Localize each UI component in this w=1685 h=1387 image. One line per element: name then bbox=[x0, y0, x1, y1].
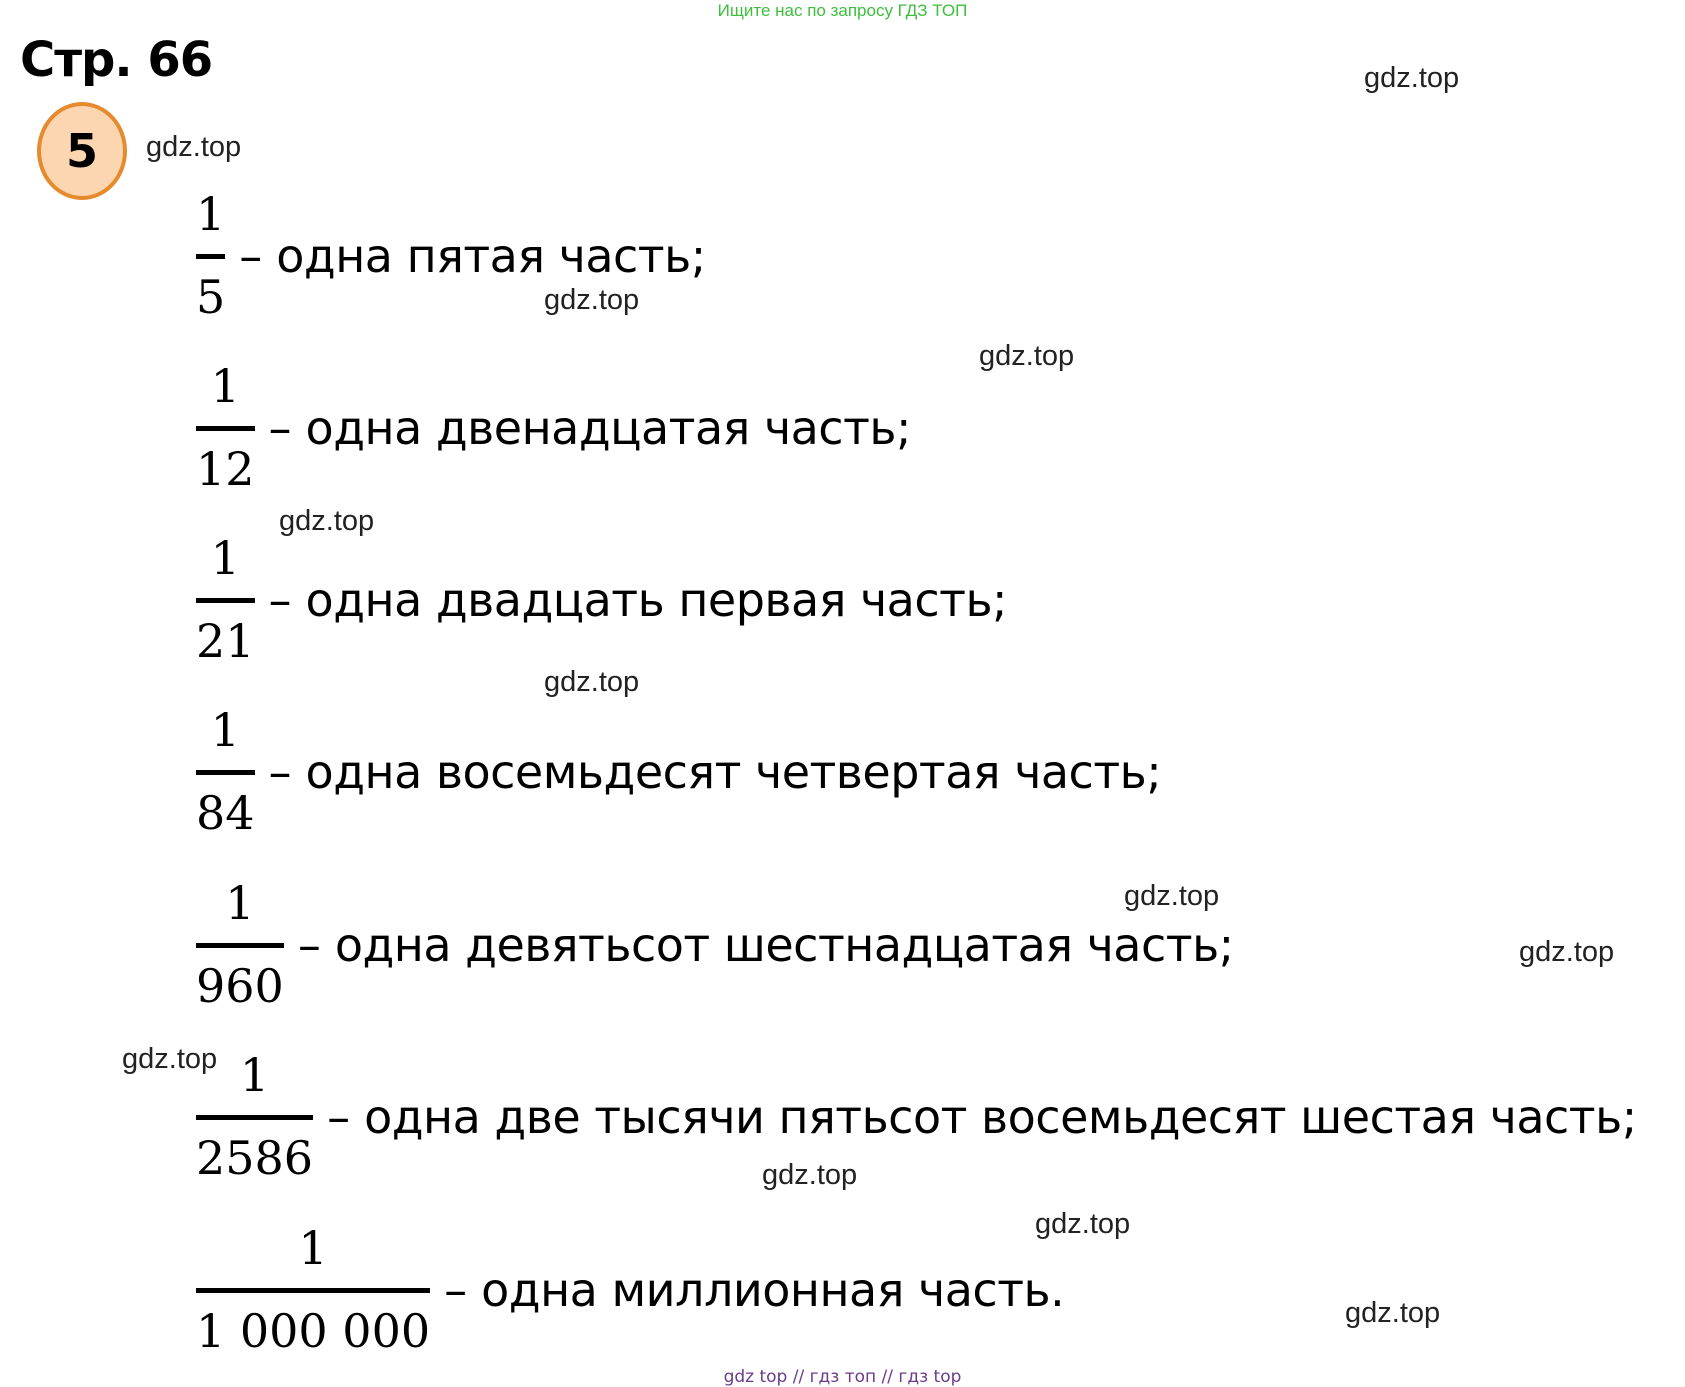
task-number: 5 bbox=[65, 124, 98, 178]
fraction-numerator: 1 bbox=[225, 876, 255, 930]
fraction bbox=[196, 530, 255, 669]
fraction-description: одна девятьсот шестнадцатая часть; bbox=[334, 917, 1234, 972]
fraction-denominator: 12 bbox=[196, 442, 255, 496]
fraction-numerator: 1 bbox=[210, 531, 240, 585]
dash: – bbox=[239, 228, 263, 283]
fraction-denominator: 5 bbox=[196, 270, 226, 324]
watermark: gdz.top bbox=[1345, 1297, 1441, 1329]
footer-links: gdz top // гдз топ // гдз top bbox=[723, 1367, 962, 1387]
fraction bbox=[196, 1220, 430, 1359]
search-banner: Ищите нас по запросу ГДЗ ТОП bbox=[717, 1, 968, 20]
fraction-row bbox=[196, 1047, 1637, 1186]
dash: – bbox=[327, 1089, 351, 1144]
fraction bbox=[196, 186, 225, 325]
fraction-denominator: 1 000 000 bbox=[196, 1304, 431, 1358]
dash: – bbox=[444, 1262, 468, 1317]
fraction-description: одна две тысячи пятьсот восемьдесят шестая часть; bbox=[364, 1089, 1637, 1144]
fraction-description: одна двадцать первая часть; bbox=[305, 572, 1008, 627]
fraction bbox=[196, 875, 284, 1014]
fraction-denominator: 84 bbox=[196, 786, 255, 840]
dash: – bbox=[268, 572, 292, 627]
fraction-description: одна пятая часть; bbox=[276, 228, 706, 283]
fraction bbox=[196, 702, 255, 841]
fraction-row bbox=[196, 1220, 1064, 1359]
fraction bbox=[196, 1047, 313, 1186]
task-number-badge bbox=[37, 102, 127, 200]
page-title: Стр. 66 bbox=[20, 32, 213, 88]
fraction-row bbox=[196, 186, 706, 325]
fraction-numerator: 1 bbox=[210, 359, 240, 413]
fraction-numerator: 1 bbox=[239, 1048, 270, 1102]
watermark: gdz.top bbox=[122, 1043, 218, 1075]
dash: – bbox=[268, 400, 292, 455]
fraction-description: одна двенадцатая часть; bbox=[305, 400, 912, 455]
watermark: gdz.top bbox=[544, 666, 640, 698]
watermark: gdz.top bbox=[762, 1159, 858, 1191]
watermark: gdz.top bbox=[146, 131, 242, 163]
watermark: gdz.top bbox=[1124, 880, 1220, 912]
fraction-numerator: 1 bbox=[210, 703, 240, 757]
fraction-row bbox=[196, 530, 1007, 669]
dash: – bbox=[268, 744, 292, 799]
fraction-denominator: 21 bbox=[196, 614, 255, 668]
fraction-description: одна миллионная часть. bbox=[481, 1262, 1065, 1317]
fraction-denominator: 2586 bbox=[196, 1131, 314, 1185]
watermark: gdz.top bbox=[1364, 62, 1460, 94]
fraction-row bbox=[196, 358, 911, 497]
watermark: gdz.top bbox=[1519, 936, 1615, 968]
fraction-numerator: 1 bbox=[196, 187, 226, 241]
dash: – bbox=[297, 917, 321, 972]
fraction-description: одна восемьдесят четвертая часть; bbox=[305, 744, 1162, 799]
watermark: gdz.top bbox=[1035, 1208, 1131, 1240]
fraction-numerator: 1 bbox=[298, 1221, 328, 1275]
watermark: gdz.top bbox=[979, 340, 1075, 372]
watermark: gdz.top bbox=[279, 505, 375, 537]
fraction-denominator: 960 bbox=[196, 959, 284, 1013]
fraction-row bbox=[196, 875, 1234, 1014]
watermark: gdz.top bbox=[544, 284, 640, 316]
fraction-row bbox=[196, 702, 1161, 841]
fraction bbox=[196, 358, 255, 497]
